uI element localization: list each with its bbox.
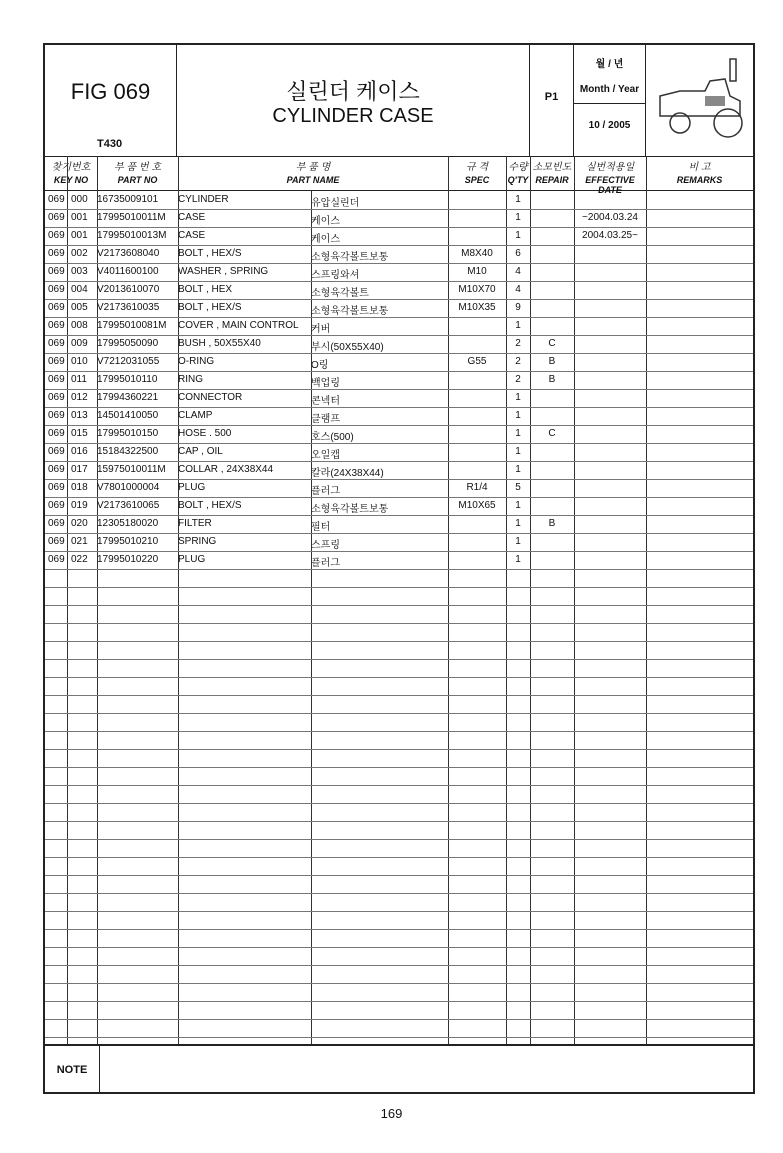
- col-qty-kr: 수량: [508, 162, 528, 173]
- col-eff-kr: 실번적용일: [585, 162, 635, 173]
- cell-qty: 1: [515, 320, 521, 331]
- col-spec-kr: 규 격: [465, 162, 489, 173]
- note-row: [45, 1044, 753, 1094]
- empty-row: [45, 839, 753, 858]
- cell-qty: 2: [515, 338, 521, 349]
- table-row: [45, 407, 753, 426]
- cell-name: PLUG: [178, 482, 206, 493]
- cell-fig: 069: [48, 320, 65, 331]
- cell-key: 003: [71, 266, 88, 277]
- cell-part: V2173610035: [97, 302, 160, 313]
- col-part: [97, 156, 178, 190]
- cell-spec: M10X65: [458, 500, 496, 511]
- cell-spec: M10: [467, 266, 487, 277]
- empty-row: [45, 929, 753, 948]
- cell-key: 018: [71, 482, 88, 493]
- cell-key: 015: [71, 428, 88, 439]
- cell-part: 16735009101: [97, 194, 159, 205]
- cell-fig: 069: [48, 500, 65, 511]
- table-row: [45, 479, 753, 498]
- cell-kr: 스프링와셔: [311, 270, 360, 281]
- col-eff-en: EFFECTIVE DATE: [585, 175, 635, 195]
- empty-row: [45, 983, 753, 1002]
- cell-key: 019: [71, 500, 88, 511]
- cell-part: V4011600100: [97, 266, 159, 277]
- cell-fig: 069: [48, 428, 65, 439]
- cell-fig: 069: [48, 284, 65, 295]
- cell-fig: 069: [48, 266, 65, 277]
- cell-kr: 칼라(24X38X44): [311, 468, 384, 479]
- table-row: [45, 371, 753, 390]
- cell-fig: 069: [48, 374, 65, 385]
- empty-row: [45, 731, 753, 750]
- issue-date: 10 / 2005: [588, 120, 631, 131]
- note-label: NOTE: [45, 1046, 100, 1094]
- month-year-label-kr: 월 / 년: [595, 59, 624, 70]
- cell-name: CLAMP: [178, 410, 213, 421]
- cell-key: 022: [71, 554, 88, 565]
- empty-row: [45, 803, 753, 822]
- cell-name: CYLINDER: [178, 194, 229, 205]
- cell-qty: 1: [515, 464, 521, 475]
- cell-fig: 069: [48, 518, 65, 529]
- cell-kr: 플러그: [311, 558, 340, 569]
- cell-name: CONNECTOR: [178, 392, 243, 403]
- cell-kr: 스프링: [311, 540, 340, 551]
- empty-row: [45, 821, 753, 840]
- col-repair-kr: 소모빈도: [532, 162, 572, 173]
- cell-kr: 유압실린더: [311, 198, 360, 209]
- empty-row: [45, 749, 753, 768]
- cell-key: 009: [71, 338, 88, 349]
- cell-key: 011: [71, 374, 87, 385]
- cell-name: RING: [178, 374, 203, 385]
- empty-row: [45, 767, 753, 786]
- cell-spec: M10X35: [458, 302, 496, 313]
- cell-name: O-RING: [178, 356, 215, 367]
- cell-part: 12305180020: [97, 518, 159, 529]
- cell-part: V7801000004: [97, 482, 160, 493]
- table-row: [45, 335, 753, 354]
- empty-row: [45, 713, 753, 732]
- col-key-en: KEY NO: [53, 175, 89, 185]
- col-remarks: [646, 156, 753, 190]
- title-cell: [177, 45, 530, 156]
- cell-kr: 클램프: [311, 414, 340, 425]
- divider: [574, 103, 645, 104]
- cell-kr: 소형육각볼트보통: [311, 504, 389, 515]
- table-row: [45, 353, 753, 372]
- cell-name: CASE: [178, 212, 206, 223]
- cell-repair: B: [548, 518, 556, 529]
- cell-key: 020: [71, 518, 88, 529]
- cell-fig: 069: [48, 194, 65, 205]
- cell-kr: 소형육각볼트보통: [311, 306, 389, 317]
- cell-spec: R1/4: [466, 482, 488, 493]
- cell-name: BOLT , HEX/S: [178, 302, 242, 313]
- cell-part: 15184322500: [97, 446, 159, 457]
- table-row: [45, 263, 753, 282]
- empty-row: [45, 677, 753, 696]
- col-repair-en: REPAIR: [535, 175, 569, 185]
- cell-key: 021: [71, 536, 88, 547]
- empty-row: [45, 695, 753, 714]
- col-part-kr: 부 품 번 호: [114, 162, 161, 173]
- cell-kr: 커버: [311, 324, 331, 335]
- cell-name: WASHER , SPRING: [178, 266, 269, 277]
- cell-fig: 069: [48, 212, 65, 223]
- cell-kr: 호스(500): [311, 432, 354, 443]
- empty-row: [45, 641, 753, 660]
- empty-row: [45, 1019, 753, 1038]
- col-name-en: PART NAME: [286, 175, 340, 185]
- cell-name: BOLT , HEX/S: [178, 500, 242, 511]
- col-repair: [530, 156, 574, 190]
- cell-key: 008: [71, 320, 88, 331]
- col-key: [45, 156, 97, 190]
- cell-qty: 1: [515, 500, 521, 511]
- cell-qty: 1: [515, 230, 521, 241]
- cell-fig: 069: [48, 482, 65, 493]
- cell-fig: 069: [48, 248, 65, 259]
- fig-cell: [45, 45, 177, 156]
- month-year-cell: [574, 45, 646, 156]
- page-cell: [530, 45, 574, 156]
- cell-name: CAP , OIL: [178, 446, 223, 457]
- table-row: [45, 281, 753, 300]
- col-name-kr: 부 품 명: [295, 162, 331, 173]
- fig-code: FIG 069: [70, 79, 151, 104]
- cell-fig: 069: [48, 302, 65, 313]
- cell-qty: 1: [515, 428, 521, 439]
- cell-part: 17995010110: [97, 374, 158, 385]
- cell-eff: 2004.03.25~: [582, 230, 638, 241]
- tractor-icon: [650, 51, 750, 151]
- cell-kr: 플러그: [311, 486, 340, 497]
- table-row: [45, 317, 753, 336]
- cell-qty: 1: [515, 410, 521, 421]
- cell-kr: 케이스: [311, 216, 340, 227]
- cell-repair: C: [548, 338, 556, 349]
- cell-qty: 5: [515, 482, 521, 493]
- col-spec: [448, 156, 506, 190]
- cell-part: 17995010081M: [97, 320, 167, 331]
- empty-row: [45, 623, 753, 642]
- cell-name: PLUG: [178, 554, 206, 565]
- cell-part: 17995010220: [97, 554, 159, 565]
- cell-name: COLLAR , 24X38X44: [178, 464, 274, 475]
- cell-qty: 1: [515, 446, 521, 457]
- table-row: [45, 299, 753, 318]
- cell-key: 012: [71, 392, 88, 403]
- cell-part: 15975010011M: [97, 464, 166, 475]
- empty-row: [45, 605, 753, 624]
- cell-qty: 1: [515, 536, 521, 547]
- title-english: CYLINDER CASE: [272, 105, 434, 127]
- col-rem-en: REMARKS: [676, 175, 723, 185]
- page-number: 169: [380, 1106, 403, 1121]
- cell-repair: B: [548, 356, 556, 367]
- col-rem-kr: 비 고: [688, 162, 711, 173]
- cell-part: V2173608040: [97, 248, 160, 259]
- cell-key: 001: [71, 212, 88, 223]
- cell-name: HOSE . 500: [178, 428, 232, 439]
- empty-row: [45, 569, 753, 588]
- table-row: [45, 209, 753, 228]
- cell-part: 17995010013M: [97, 230, 167, 241]
- cell-name: CASE: [178, 230, 206, 241]
- table-row: [45, 497, 753, 516]
- cell-qty: 9: [515, 302, 521, 313]
- col-part-en: PART NO: [117, 175, 158, 185]
- cell-part: 17995010150: [97, 428, 159, 439]
- empty-row: [45, 785, 753, 804]
- cell-qty: 4: [515, 284, 521, 295]
- cell-spec: M10X70: [458, 284, 496, 295]
- cell-kr: O링: [311, 360, 329, 371]
- cell-key: 005: [71, 302, 88, 313]
- cell-part: 17994360221: [97, 392, 159, 403]
- empty-row: [45, 857, 753, 876]
- title-korean: 실린더 케이스: [286, 79, 420, 104]
- cell-fig: 069: [48, 464, 65, 475]
- sheet-header: [45, 45, 753, 157]
- cell-key: 016: [71, 446, 88, 457]
- empty-row: [45, 659, 753, 678]
- cell-kr: 소형육각볼트보통: [311, 252, 389, 263]
- empty-row: [45, 587, 753, 606]
- cell-key: 004: [71, 284, 88, 295]
- cell-part: V7212031055: [97, 356, 160, 367]
- page-code: P1: [544, 91, 559, 103]
- table-row: [45, 425, 753, 444]
- empty-row: [45, 893, 753, 912]
- cell-name: BOLT , HEX/S: [178, 248, 242, 259]
- cell-name: BOLT , HEX: [178, 284, 233, 295]
- cell-eff: ~2004.03.24: [582, 212, 638, 223]
- cell-name: SPRING: [178, 536, 217, 547]
- table-row: [45, 443, 753, 462]
- table-row: [45, 461, 753, 480]
- cell-key: 001: [71, 230, 88, 241]
- cell-name: COVER , MAIN CONTROL: [178, 320, 299, 331]
- cell-qty: 1: [515, 194, 521, 205]
- cell-fig: 069: [48, 338, 65, 349]
- table-row: [45, 227, 753, 246]
- cell-qty: 2: [515, 374, 521, 385]
- cell-key: 002: [71, 248, 88, 259]
- cell-fig: 069: [48, 446, 65, 457]
- tractor-illustration-cell: [646, 45, 753, 156]
- cell-key: 013: [71, 410, 88, 421]
- cell-kr: 케이스: [311, 234, 340, 245]
- table-row: [45, 191, 753, 210]
- cell-part: 17995010011M: [97, 212, 166, 223]
- table-row: [45, 389, 753, 408]
- cell-qty: 1: [515, 554, 521, 565]
- table-row: [45, 533, 753, 552]
- cell-fig: 069: [48, 356, 65, 367]
- table-row: [45, 551, 753, 570]
- cell-qty: 4: [515, 266, 521, 277]
- cell-name: BUSH , 50X55X40: [178, 338, 261, 349]
- cell-fig: 069: [48, 392, 65, 403]
- cell-part: V2173610065: [97, 500, 160, 511]
- cell-kr: 콘넥터: [311, 396, 340, 407]
- empty-row: [45, 911, 753, 930]
- col-effective: [574, 156, 646, 195]
- cell-fig: 069: [48, 230, 65, 241]
- col-name: [178, 156, 448, 190]
- table-row: [45, 515, 753, 534]
- cell-part: V2013610070: [97, 284, 160, 295]
- col-spec-en: SPEC: [464, 175, 490, 185]
- cell-repair: C: [548, 428, 556, 439]
- cell-key: 017: [71, 464, 88, 475]
- cell-qty: 1: [515, 518, 521, 529]
- cell-key: 010: [71, 356, 88, 367]
- table-row: [45, 245, 753, 264]
- cell-spec: G55: [467, 356, 487, 367]
- cell-spec: M8X40: [461, 248, 493, 259]
- empty-row: [45, 947, 753, 966]
- cell-qty: 1: [515, 392, 521, 403]
- month-year-label-en: Month / Year: [579, 84, 640, 95]
- cell-part: 17995010210: [97, 536, 159, 547]
- col-key-kr: 찾기번호: [51, 162, 91, 173]
- cell-fig: 069: [48, 554, 65, 565]
- cell-kr: 필터: [311, 522, 331, 533]
- cell-name: FILTER: [178, 518, 212, 529]
- col-qty-en: Q'TY: [507, 175, 529, 185]
- cell-repair: B: [548, 374, 556, 385]
- cell-qty: 2: [515, 356, 521, 367]
- cell-qty: 6: [515, 248, 521, 259]
- empty-row: [45, 965, 753, 984]
- cell-fig: 069: [48, 410, 65, 421]
- cell-fig: 069: [48, 536, 65, 547]
- empty-row: [45, 1001, 753, 1020]
- cell-part: 14501410050: [97, 410, 159, 421]
- cell-kr: 백업링: [311, 378, 340, 389]
- empty-row: [45, 875, 753, 894]
- cell-part: 17995050090: [97, 338, 159, 349]
- cell-kr: 소형육각볼트: [311, 288, 369, 299]
- col-qty: [506, 156, 530, 190]
- cell-kr: 부시(50X55X40): [311, 342, 384, 353]
- model-code: T430: [97, 138, 123, 150]
- parts-sheet: [43, 43, 755, 1094]
- cell-kr: 오일캡: [311, 450, 340, 461]
- cell-qty: 1: [515, 212, 521, 223]
- cell-key: 000: [71, 194, 88, 205]
